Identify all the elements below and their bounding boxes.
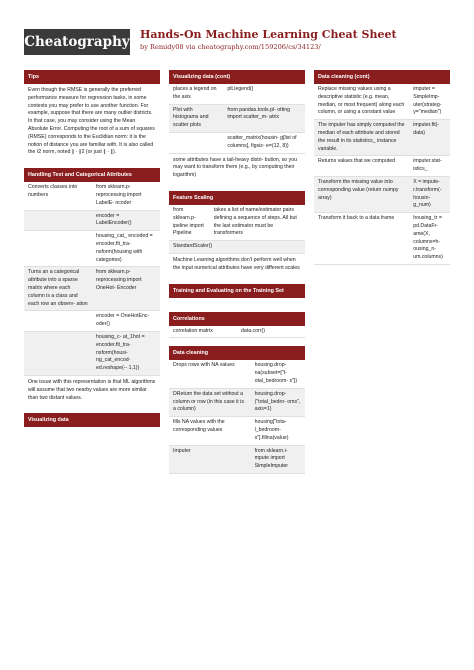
column-3 [314,70,450,265]
table-row [314,84,450,120]
row-code: housing.drop- ("total_bedro- oms", axis=1) [254,390,301,413]
row-code: data.corr() [241,327,265,334]
table-row [169,417,305,445]
row-key: correlation matrix [173,327,213,334]
section-title-data-cleaning-cont: Data cleaning (cont) [314,70,450,84]
table-row [314,213,450,265]
row-key: Converts classes into numbers [28,184,78,198]
row-key: Turns an a categorical attribute into a sparse matrix where each column is a class and each row an observ- ation [28,269,88,307]
row-code: takes a list of name/estimator pairs defining a sequence of steps. All but the last estimator must be transformers [213,206,297,237]
table-row [169,389,305,417]
row-code: imputer.fit(- data) [413,122,440,136]
row-key [24,231,92,266]
section-title-data-cleaning: Data cleaning [169,346,305,360]
page-title: Hands-On Machine Learning Cheat Sheet [140,28,397,41]
row-code: encoder = LabelEncoder() [96,212,132,227]
cheatography-logo[interactable]: Cheatography [24,29,130,55]
section-feature-scaling [169,191,305,276]
tips-text: Even though the RMSE is generally the preferred performance measure for regression tasks, in some contexts you may prefer to use another function. For example, suppose that there are many outlier districts. In that case, you may consider using the Mean Absolute Error. Computing the root of a sum of squares (RMSE) corresponds to the Euclidian norm: it is the notion of distance you are familiar with. It is also called the ℓ2 norm, noted ∥ · ∥2 (or just ∥ · ∥). [28,87,155,156]
row-key: places a legend on the axis [173,86,217,100]
row-code: from sklearn.i- mpute import SimpleImputer [254,447,289,470]
table-row [314,177,450,213]
table-row [169,241,305,254]
row-key [24,332,92,375]
table-row [169,205,305,241]
table-row [169,446,305,474]
section-title-tips: Tips [24,70,160,84]
table-row [169,84,305,105]
row-key: DReturn the data set without a column or row (in this case it is a column) [173,390,244,413]
row-code: from pandas.tools.pl- otting import scatter_m- atrix [227,106,290,121]
row-code: plt.legend() [227,86,254,92]
row-code: imputer.stat- istics_ [413,158,442,173]
byline[interactable]: by Remidy08 via cheatography.com/159206/cs/34123/ [140,43,321,51]
row-key: Imputer [173,447,191,454]
table-row [314,156,450,177]
text-categorical-note: One issue with this representation is that ML algorithms will assume that two nearby values are more similar than two distant values. [28,378,156,401]
row-key [24,211,92,231]
table-row [24,311,160,332]
row-key: StandardScaler() [173,243,213,250]
table-row [24,182,160,210]
section-correlations [169,312,305,339]
section-data-cleaning-cont [314,70,450,265]
row-key: Transform it back to a data frame [318,215,395,222]
section-tips [24,70,160,160]
row-code: X = impute- r.transform(- housin- g_num) [413,178,442,209]
row-key: fills NA values with the corresponding values [173,419,225,433]
table-row [169,360,305,388]
table-row [24,231,160,267]
column-1 [24,70,160,447]
row-key: from sklearn.p- ipeline import Pipeline [173,206,204,237]
table-row [24,211,160,232]
table-row [24,332,160,376]
table-row [169,326,305,339]
row-code: encoder = OneHotEnc- oder() [96,313,150,328]
row-code: from sklearn.p- reprocessing import LabelE- ncoder [96,184,142,206]
table-row [314,120,450,156]
row-key: Drops rows with NA values [173,362,235,369]
row-key [169,133,223,153]
section-title-visualizing: Visualizing data [24,413,160,427]
section-title-correlations: Correlations [169,312,305,326]
page-header [0,0,474,60]
row-code: scatter_matrix(housin- g[list of columns], figsiz- e=(12, 8)) [227,134,297,149]
table-row [24,267,160,311]
row-key: Plot with histograms and scatter plots [173,106,209,129]
row-key: Returns values that we computed [318,158,395,165]
section-visualizing-cont [169,70,305,183]
row-code: housing["tota- l_bedroom- s"].fillna(value) [254,419,289,441]
column-2 [169,70,305,474]
row-code: housing_tr = pd.DataFr- ame(X, columns=h- ousing_n- um.columns) [413,215,443,261]
row-code: housing_cat_ encoded = encoder.fit_tra- nsform(housing with categories) [96,233,153,263]
row-key: Transform the missing value into corresponding value (return numpy array) [318,178,399,201]
section-data-cleaning [169,346,305,474]
section-title-feature-scaling: Feature Scaling [169,191,305,205]
visualizing-note: some attributes have a tail-heavy distri- bution, so you may want to transform them (e.g., by computing their logarithm) [173,156,297,179]
row-code: housing_c- at_1hot = encoder.fit_tra- nsform(housi- ng_cat_encod- ed.reshape(-- 1,1)) [96,333,145,372]
row-code: imputer = SimpleImp- uter(strateg- y="median") [413,86,442,116]
table-row [169,105,305,133]
section-training [169,284,305,298]
row-key [24,311,92,331]
section-title-text-categorical: Handling Text and Categorical Attributes [24,168,160,182]
section-title-training: Training and Evaluating on the Training Set [169,284,305,298]
section-text-categorical [24,168,160,405]
section-visualizing-data [24,413,160,447]
row-code: from sklearn.p- reprocessing import OneHot- Encoder [96,269,142,291]
row-key: Replace missing values using a descriptive statistic (e.g. mean, median, or most frequent) along each column, or using a constant value [318,86,405,116]
row-key: The imputer has simply computed the median of each attribute and stored the result in its statistics_ instance variable. [318,122,405,152]
row-code: housing.drop- na(subset=["t- otal_bedroom- s"]) [254,362,298,384]
section-title-visualizing-cont: Visualizing data (cont) [169,70,305,84]
table-row [169,133,305,154]
scaling-note: Machine Learning algorithms don't perform well when the input numerical attributes have very different scales [173,256,300,271]
